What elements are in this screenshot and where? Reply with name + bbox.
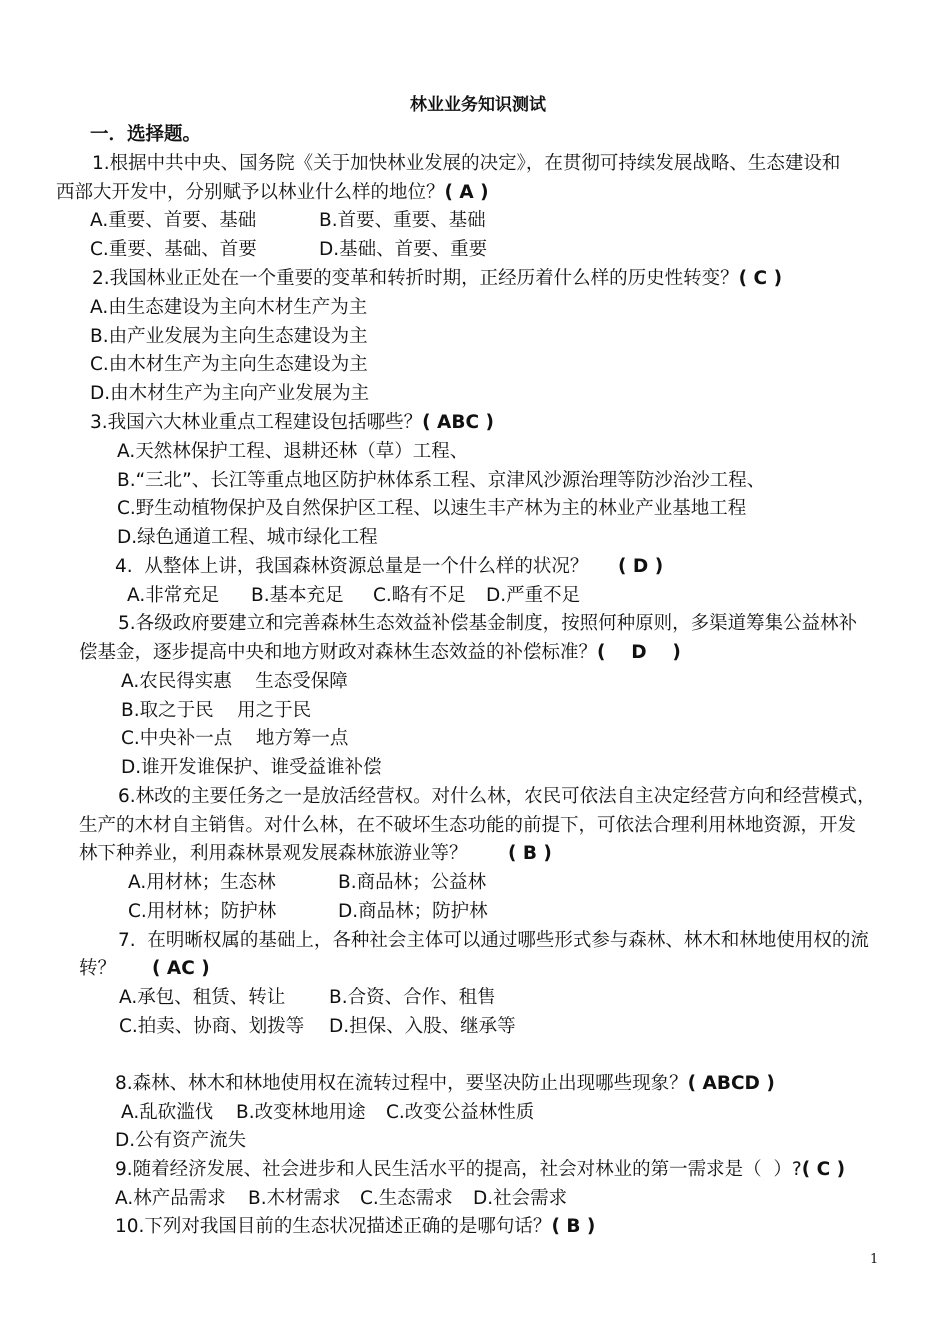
question-3-option-a: A.天然林保护工程、退耕还林（草）工程、 bbox=[117, 441, 469, 462]
question-7-stem-line-2: 转？ bbox=[79, 958, 117, 979]
question-6-option-a: A.用材林；生态林 bbox=[128, 872, 276, 893]
question-5-stem-line-1: 5.各级政府要建立和完善森林生态效益补偿基金制度，按照何种原则，多渠道筹集公益林补 bbox=[118, 613, 858, 634]
question-1-stem-line-1: 1.根据中共中央、国务院《关于加快林业发展的决定》，在贯彻可持续发展战略、生态建设和 bbox=[92, 153, 841, 174]
question-7-option-b: B.合资、合作、租售 bbox=[329, 987, 496, 1008]
page-number: 1 bbox=[870, 1252, 879, 1267]
question-6-option-d: D.商品林；防护林 bbox=[338, 901, 488, 922]
question-5-option-a: A.农民得实惠 生态受保障 bbox=[121, 671, 348, 692]
question-5-option-d: D.谁开发谁保护、谁受益谁补偿 bbox=[121, 757, 382, 778]
document-title: 林业业务知识测试 bbox=[410, 95, 546, 115]
question-9-option-b: B.木材需求 bbox=[248, 1188, 341, 1209]
question-1-option-a: A.重要、首要、基础 bbox=[90, 210, 257, 231]
question-6-stem-line-2: 生产的木材自主销售。对什么林，在不破坏生态功能的前提下，可依法合理利用林地资源，开发 bbox=[79, 815, 857, 836]
question-1-option-b: B.首要、重要、基础 bbox=[319, 210, 486, 231]
question-5-stem-line-2 bbox=[79, 640, 681, 666]
question-4-option-b: B.基本充足 bbox=[251, 585, 344, 606]
question-3-option-c: C.野生动植物保护及自然保护区工程、以速生丰产林为主的林业产业基地工程 bbox=[117, 498, 747, 519]
question-3-stem-text: 3.我国六大林业重点工程建设包括哪些？ bbox=[90, 412, 423, 433]
question-9-answer: ( C ) bbox=[801, 1159, 846, 1180]
question-2-option-c: C.由木材生产为主向生态建设为主 bbox=[90, 354, 368, 375]
question-7-stem-line-1: 7. 在明晰权属的基础上，各种社会主体可以通过哪些形式参与森林、林木和林地使用权的流 bbox=[118, 930, 869, 951]
question-10-stem-text: 10.下列对我国目前的生态状况描述正确的是哪句话？ bbox=[115, 1216, 552, 1237]
question-3-stem bbox=[90, 410, 494, 436]
question-3-option-b: B.“三北”、长江等重点地区防护林体系工程、京津风沙源治理等防沙治沙工程、 bbox=[117, 470, 766, 491]
question-4-option-d: D.严重不足 bbox=[486, 585, 581, 606]
question-2-option-b: B.由产业发展为主向生态建设为主 bbox=[90, 326, 368, 347]
question-1-stem-text: 西部大开发中，分别赋予以林业什么样的地位？ bbox=[56, 182, 445, 203]
question-6-stem-line-1: 6.林改的主要任务之一是放活经营权。对什么林，农民可依法自主决定经营方向和经营模式， bbox=[118, 786, 876, 807]
question-8-option-a: A.乱砍滥伐 bbox=[121, 1102, 214, 1123]
question-9-option-c: C.生态需求 bbox=[360, 1188, 453, 1209]
question-9-stem bbox=[115, 1157, 845, 1183]
question-8-option-b: B.改变林地用途 bbox=[236, 1102, 366, 1123]
question-6-stem-line-3: 林下种养业，利用森林景观发展森林旅游业等？ bbox=[79, 843, 468, 864]
question-10-stem bbox=[115, 1214, 595, 1240]
question-9-stem-text: 9.随着经济发展、社会进步和人民生活水平的提高，社会对林业的第一需求是（ ）? bbox=[115, 1159, 802, 1180]
question-1-stem-line-2 bbox=[56, 180, 489, 206]
question-6-option-c: C.用材林；防护林 bbox=[128, 901, 277, 922]
question-2-stem bbox=[92, 266, 782, 292]
question-8-stem bbox=[115, 1071, 775, 1097]
question-2-option-d: D.由木材生产为主向产业发展为主 bbox=[90, 383, 370, 404]
question-5-option-c: C.中央补一点 地方筹一点 bbox=[121, 728, 349, 749]
question-9-option-a: A.林产品需求 bbox=[115, 1188, 226, 1209]
question-7-option-d: D.担保、入股、继承等 bbox=[329, 1016, 516, 1037]
question-3-answer: ( ABC ) bbox=[422, 412, 494, 433]
question-5-stem-text: 偿基金，逐步提高中央和地方财政对森林生态效益的补偿标准？ bbox=[79, 642, 598, 663]
question-4-answer: ( D ) bbox=[618, 556, 664, 577]
question-8-stem-text: 8.森林、林木和林地使用权在流转过程中，要坚决防止出现哪些现象？ bbox=[115, 1073, 688, 1094]
question-1-answer: ( A ) bbox=[444, 182, 489, 203]
question-2-answer: ( C ) bbox=[738, 268, 783, 289]
question-8-answer: ( ABCD ) bbox=[687, 1073, 775, 1094]
question-7-answer: ( AC ) bbox=[152, 958, 210, 979]
question-3-option-d: D.绿色通道工程、城市绿化工程 bbox=[117, 527, 378, 548]
question-8-option-d: D.公有资产流失 bbox=[115, 1130, 247, 1151]
question-4-option-a: A.非常充足 bbox=[127, 585, 220, 606]
question-2-stem-text: 2.我国林业正处在一个重要的变革和转折时期，正经历着什么样的历史性转变？ bbox=[92, 268, 739, 289]
question-10-answer: ( B ) bbox=[551, 1216, 596, 1237]
question-6-option-b: B.商品林；公益林 bbox=[338, 872, 487, 893]
question-5-option-b: B.取之于民 用之于民 bbox=[121, 700, 312, 721]
section-heading: 一．选择题。 bbox=[90, 124, 202, 145]
question-8-option-c: C.改变公益林性质 bbox=[386, 1102, 535, 1123]
question-1-option-c: C.重要、基础、首要 bbox=[90, 239, 257, 260]
question-2-option-a: A.由生态建设为主向木材生产为主 bbox=[90, 297, 368, 318]
question-7-option-a: A.承包、租赁、转让 bbox=[119, 987, 286, 1008]
question-9-option-d: D.社会需求 bbox=[473, 1188, 568, 1209]
question-6-answer: ( B ) bbox=[508, 843, 552, 864]
question-4-option-c: C.略有不足 bbox=[373, 585, 466, 606]
question-1-option-d: D.基础、首要、重要 bbox=[319, 239, 488, 260]
question-5-answer: ( D ) bbox=[597, 642, 681, 663]
question-4-stem: 4. 从整体上讲，我国森林资源总量是一个什么样的状况？ bbox=[115, 556, 589, 577]
question-7-option-c: C.拍卖、协商、划拨等 bbox=[119, 1016, 305, 1037]
